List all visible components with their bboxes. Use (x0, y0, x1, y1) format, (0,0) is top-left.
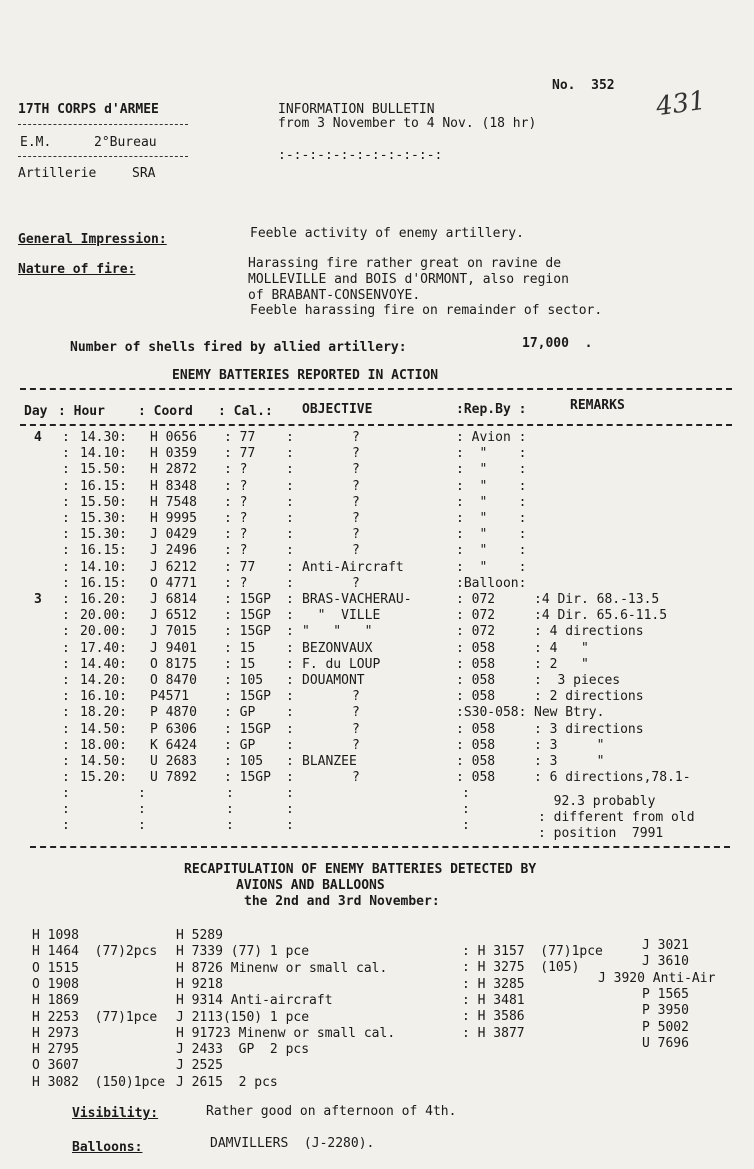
balloons-label: Balloons: (72, 1140, 143, 1155)
header-divider (18, 124, 188, 125)
table-cell-hour: 20.00: (80, 608, 127, 624)
table-cell-coord: U 7892 (150, 770, 197, 786)
header-day: Day (24, 404, 48, 419)
recap-entry: H 91723 Minenw or small cal. (176, 1025, 396, 1041)
bureau-label: 2°Bureau (94, 135, 157, 150)
column-separator: : (62, 754, 70, 769)
table-cell-rem: : 4 directions (534, 624, 644, 640)
table-cell-cal: : ? (224, 543, 248, 559)
recap-entry: J 3920 Anti-Air (598, 970, 716, 986)
table-cell-obj: " VILLE (302, 608, 381, 624)
table-cell-cal: : ? (224, 494, 248, 510)
column-separator: : (62, 673, 70, 688)
fire-line: of BRABANT-CONSENVOYE. (248, 288, 421, 303)
document-number: No. 352 (552, 78, 615, 93)
column-separator: : (286, 770, 294, 786)
column-separator: : (62, 446, 70, 462)
bulletin-title: INFORMATION BULLETIN (278, 102, 435, 117)
table-cell-hour: 14.50: (80, 721, 127, 737)
table-cell-rep: : 058 (456, 770, 496, 786)
recap-entry: P 3950 (642, 1003, 689, 1019)
table-cell-obj: ? (352, 494, 360, 510)
column-separator: : (286, 511, 294, 526)
table-cell-hour: 14.20: (80, 673, 127, 688)
recap-entry: H 5289 (176, 928, 223, 943)
column-separator: : (62, 624, 70, 640)
recap-entry: J 2615 2 pcs (176, 1074, 278, 1090)
table-cell-day: 3 (34, 592, 42, 607)
table-cell-hour: 16.20: (80, 592, 127, 607)
column-separator: : (226, 818, 234, 834)
table-cell-obj: ? (352, 705, 360, 721)
column-separator: : (462, 786, 470, 802)
bulletin-dates: from 3 November to 4 Nov. (18 hr) (278, 116, 537, 131)
table-cell-coord: O 4771 (150, 575, 197, 591)
recap-entry: : H 3285 (462, 976, 525, 992)
fire-line: Harassing fire rather great on ravine de (248, 256, 562, 271)
column-separator: : (286, 818, 294, 834)
table-cell-hour: 14.40: (80, 656, 127, 672)
recap-entry: J 3610 (642, 954, 689, 970)
table-cell-obj: ? (352, 575, 360, 591)
table-cell-cal: : 15 (224, 640, 256, 656)
column-separator: : (62, 527, 70, 543)
table-cell-cal: : 15GP (224, 770, 271, 786)
table-cell-rep: : " : (456, 511, 527, 526)
column-separator: : (286, 705, 294, 721)
recap-entry: J 2433 GP 2 pcs (176, 1042, 310, 1058)
remarks-continuation: : different from old (538, 810, 695, 825)
table-cell-cal: : 77 (224, 446, 256, 462)
table-cell-rep: : " : (456, 559, 527, 575)
table-cell-obj: ? (352, 770, 360, 786)
recap-entry: H 9218 (176, 976, 223, 992)
column-separator: : (286, 754, 294, 769)
column-separator: : (286, 478, 294, 494)
table-cell-rep: : 058 (456, 673, 496, 688)
visibility-label: Visibility: (72, 1106, 159, 1121)
column-separator: : (226, 802, 234, 818)
table-cell-rem: : 6 directions,78.1- (534, 770, 691, 786)
table-cell-cal: : ? (224, 527, 248, 543)
header-remarks: REMARKS (570, 398, 625, 413)
header-hour: : Hour (58, 404, 105, 419)
column-separator: : (286, 656, 294, 672)
table-cell-rep: : 072 (456, 624, 496, 640)
recap-entry: : H 3157 (77)1pce (462, 944, 603, 959)
recap-entry: : H 3275 (105) (462, 960, 580, 976)
table-cell-cal: : GP (224, 705, 256, 721)
table-cell-coord: U 2683 (150, 754, 197, 769)
table-cell-obj: ? (352, 527, 360, 543)
table-cell-cal: : ? (224, 511, 248, 526)
table-cell-hour: 16.15: (80, 575, 127, 591)
table-cell-cal: : GP (224, 737, 256, 753)
recap-entry: O 3607 (32, 1058, 79, 1074)
table-cell-hour: 18.00: (80, 737, 127, 753)
sra-label: SRA (132, 166, 156, 181)
table-rule (30, 846, 730, 848)
recap-entry: J 3021 (642, 938, 689, 953)
table-cell-obj: BRAS-VACHERAU- (302, 592, 412, 607)
recap-entry: P 5002 (642, 1019, 689, 1035)
recap-entry: H 2795 (32, 1042, 79, 1058)
column-separator: : (462, 818, 470, 834)
table-cell-cal: : 15GP (224, 608, 271, 624)
column-separator: : (62, 575, 70, 591)
table-cell-rep: : 058 (456, 640, 496, 656)
table-cell-coord: J 2496 (150, 543, 197, 559)
recap-entry: O 1515 (32, 960, 79, 976)
table-cell-rep: : " : (456, 494, 527, 510)
table-cell-hour: 16.15: (80, 543, 127, 559)
em-label: E.M. (20, 135, 52, 150)
remarks-continuation: : position 7991 (538, 826, 664, 841)
table-cell-hour: 14.10: (80, 559, 127, 575)
column-separator: : (138, 802, 146, 818)
table-cell-cal: : 105 (224, 754, 264, 769)
table-cell-hour: 18.20: (80, 705, 127, 721)
table-cell-rep: : " : (456, 527, 527, 543)
table-cell-rem: :4 Dir. 65.6-11.5 (534, 608, 668, 624)
recap-entry: H 7339 (77) 1 pce (176, 944, 310, 960)
table-cell-obj: ? (352, 478, 360, 494)
recap-entry: J 2113(150) 1 pce (176, 1009, 310, 1025)
table-cell-cal: : 15GP (224, 624, 271, 640)
recap-entry: : H 3481 (462, 992, 525, 1008)
table-cell-coord: O 8175 (150, 656, 197, 672)
table-cell-coord: J 6512 (150, 608, 197, 624)
table-cell-hour: 15.30: (80, 511, 127, 526)
table-cell-coord: O 8470 (150, 673, 197, 688)
table-cell-hour: 15.20: (80, 770, 127, 786)
shells-label: Number of shells fired by allied artillery: (70, 340, 407, 355)
table-cell-coord: H 9995 (150, 511, 197, 526)
table-cell-hour: 14.10: (80, 446, 127, 462)
header-divider (18, 156, 188, 157)
table-cell-obj: ? (352, 737, 360, 753)
column-separator: : (286, 494, 294, 510)
table-cell-obj: ? (352, 511, 360, 526)
recap-entry: H 1869 (32, 993, 79, 1009)
artillerie-label: Artillerie (18, 166, 97, 181)
table-cell-rep: : 072 (456, 608, 496, 624)
column-separator: : (62, 705, 70, 721)
column-separator: : (286, 575, 294, 591)
column-separator: : (286, 689, 294, 705)
column-separator: : (62, 786, 70, 802)
column-separator: : (286, 446, 294, 462)
column-separator: : (62, 656, 70, 672)
column-separator: : (286, 592, 294, 607)
table-cell-cal: : 15GP (224, 721, 271, 737)
recap-entry: U 7696 (642, 1035, 689, 1051)
fire-line: Feeble harassing fire on remainder of sector. (250, 303, 603, 318)
table-cell-coord: P4571 (150, 689, 190, 705)
table-cell-coord: H 2872 (150, 462, 197, 478)
recap-entry: P 1565 (642, 986, 689, 1002)
table-cell-coord: J 0429 (150, 527, 197, 543)
visibility-text: Rather good on afternoon of 4th. (206, 1104, 457, 1119)
table-cell-hour: 20.00: (80, 624, 127, 640)
table-cell-cal: : 77 (224, 559, 256, 575)
table-rule (20, 388, 732, 390)
table-cell-rem: : 3 directions (534, 721, 644, 737)
header-objective: OBJECTIVE (302, 402, 373, 417)
table-cell-rep: : 058 (456, 656, 496, 672)
table-cell-rep: : " : (456, 462, 527, 478)
table-cell-hour: 15.50: (80, 462, 127, 478)
column-separator: : (462, 802, 470, 818)
table-cell-obj: " " " (302, 624, 373, 640)
table-cell-rem: New Btry. (534, 705, 605, 721)
table-cell-rep: : " : (456, 543, 527, 559)
table-cell-cal: : ? (224, 575, 248, 591)
table-cell-obj: ? (352, 462, 360, 478)
table-cell-rep: : " : (456, 478, 527, 494)
column-separator: : (286, 430, 294, 445)
remarks-continuation: 92.3 probably (538, 794, 656, 809)
table-cell-rem: : 2 directions (534, 689, 644, 705)
table-cell-rep: : Avion : (456, 430, 527, 445)
table-cell-hour: 17.40: (80, 640, 127, 656)
column-separator: : (62, 770, 70, 786)
table-cell-day: 4 (34, 430, 42, 445)
table-cell-cal: : ? (224, 478, 248, 494)
table-cell-rem: : 2 " (534, 656, 589, 672)
column-separator: : (286, 640, 294, 656)
column-separator: : (286, 721, 294, 737)
table-cell-coord: J 6212 (150, 559, 197, 575)
column-separator: : (286, 737, 294, 753)
recap-entry: H 2973 (32, 1025, 79, 1041)
shells-value: 17,000 . (522, 336, 593, 351)
recap-entry: H 8726 Minenw or small cal. (176, 960, 388, 976)
corps-name: 17TH CORPS d'ARMEE (18, 102, 159, 117)
table-cell-rep: :S30-058: (456, 705, 527, 721)
column-separator: : (62, 689, 70, 705)
column-separator: : (286, 802, 294, 818)
table-cell-hour: 16.10: (80, 689, 127, 705)
table-cell-coord: H 8348 (150, 478, 197, 494)
balloons-text: DAMVILLERS (J-2280). (210, 1136, 375, 1151)
table-cell-obj: DOUAMONT (302, 673, 365, 688)
table-cell-hour: 16.15: (80, 478, 127, 494)
recap-entry: : H 3586 (462, 1009, 525, 1025)
column-separator: : (138, 818, 146, 834)
nature-of-fire-label: Nature of fire: (18, 262, 136, 277)
table-cell-obj: F. du LOUP (302, 656, 381, 672)
table-cell-rep: : 058 (456, 721, 496, 737)
bulletin-separator: :-:-:-:-:-:-:-:-:-:-: (278, 148, 443, 163)
table-cell-obj: BEZONVAUX (302, 640, 373, 656)
recap-entry: H 2253 (77)1pce (32, 1009, 158, 1025)
fire-line: MOLLEVILLE and BOIS d'ORMONT, also region (248, 272, 569, 287)
column-separator: : (62, 430, 70, 445)
table-cell-coord: J 9401 (150, 640, 197, 656)
table-cell-rep: : " : (456, 446, 527, 462)
column-separator: : (62, 721, 70, 737)
recap-title: RECAPITULATION OF ENEMY BATTERIES DETECTED BY (184, 862, 537, 877)
recap-entry: H 1098 (32, 928, 79, 943)
column-separator: : (286, 673, 294, 688)
table-cell-hour: 15.50: (80, 494, 127, 510)
column-separator: : (62, 559, 70, 575)
recap-entry: H 1464 (77)2pcs (32, 944, 158, 960)
column-separator: : (286, 559, 294, 575)
column-separator: : (286, 624, 294, 640)
table-cell-obj: ? (352, 721, 360, 737)
column-separator: : (286, 527, 294, 543)
table-cell-rep: : 058 (456, 737, 496, 753)
column-separator: : (62, 478, 70, 494)
table-cell-coord: H 7548 (150, 494, 197, 510)
table-cell-cal: : 15GP (224, 592, 271, 607)
table-cell-hour: 15.30: (80, 527, 127, 543)
header-cal: : Cal.: (218, 404, 273, 419)
table-cell-coord: P 6306 (150, 721, 197, 737)
table-cell-hour: 14.30: (80, 430, 127, 445)
recap-entry: H 9314 Anti-aircraft (176, 993, 333, 1009)
table-cell-rep: : 058 (456, 689, 496, 705)
column-separator: : (62, 462, 70, 478)
column-separator: : (62, 608, 70, 624)
enemy-table-title: ENEMY BATTERIES REPORTED IN ACTION (172, 368, 439, 383)
header-rep-by: :Rep.By : (456, 402, 527, 417)
table-cell-obj: Anti-Aircraft (302, 559, 404, 575)
table-cell-rem: : 4 " (534, 640, 589, 656)
table-cell-rep: :Balloon: (456, 575, 527, 591)
table-cell-obj: ? (352, 430, 360, 445)
table-cell-cal: : 15GP (224, 689, 271, 705)
column-separator: : (226, 786, 234, 802)
column-separator: : (286, 462, 294, 478)
column-separator: : (62, 640, 70, 656)
table-cell-rep: : 058 (456, 754, 496, 769)
column-separator: : (286, 543, 294, 559)
column-separator: : (62, 543, 70, 559)
column-separator: : (62, 494, 70, 510)
table-cell-hour: 14.50: (80, 754, 127, 769)
column-separator: : (138, 786, 146, 802)
column-separator: : (62, 818, 70, 834)
table-cell-rem: : 3 pieces (534, 673, 621, 688)
table-cell-cal: : 77 (224, 430, 256, 445)
table-cell-cal: : 105 (224, 673, 264, 688)
handwritten-number: 431 (654, 85, 708, 123)
table-cell-obj: ? (352, 446, 360, 462)
recap-entry: O 1908 (32, 976, 79, 992)
table-rule (20, 424, 732, 426)
table-cell-obj: ? (352, 689, 360, 705)
table-cell-cal: : 15 (224, 656, 256, 672)
recap-entry: H 3082 (150)1pce (32, 1074, 166, 1090)
table-cell-coord: J 6814 (150, 592, 197, 607)
table-cell-cal: : ? (224, 462, 248, 478)
column-separator: : (62, 737, 70, 753)
column-separator: : (286, 608, 294, 624)
recap-entry: : H 3877 (462, 1025, 525, 1041)
table-cell-rem: : 3 " (534, 754, 605, 769)
column-separator: : (62, 592, 70, 607)
table-cell-coord: H 0359 (150, 446, 197, 462)
table-cell-obj: ? (352, 543, 360, 559)
general-impression-label: General Impression: (18, 232, 167, 247)
header-coord: : Coord (138, 404, 193, 419)
table-cell-obj: BLANZEE (302, 754, 357, 769)
table-cell-rem: : 3 " (534, 737, 605, 753)
column-separator: : (286, 786, 294, 802)
recap-entry: J 2525 (176, 1058, 223, 1074)
table-cell-rem: :4 Dir. 68.-13.5 (534, 592, 660, 607)
table-cell-coord: K 6424 (150, 737, 197, 753)
general-impression-text: Feeble activity of enemy artillery. (250, 226, 524, 241)
recap-title: AVIONS AND BALLOONS (236, 878, 385, 893)
table-cell-rep: : 072 (456, 592, 496, 607)
column-separator: : (62, 511, 70, 526)
recap-title: the 2nd and 3rd November: (244, 894, 440, 909)
column-separator: : (62, 802, 70, 818)
table-cell-coord: H 0656 (150, 430, 197, 445)
table-cell-coord: J 7015 (150, 624, 197, 640)
table-cell-coord: P 4870 (150, 705, 197, 721)
